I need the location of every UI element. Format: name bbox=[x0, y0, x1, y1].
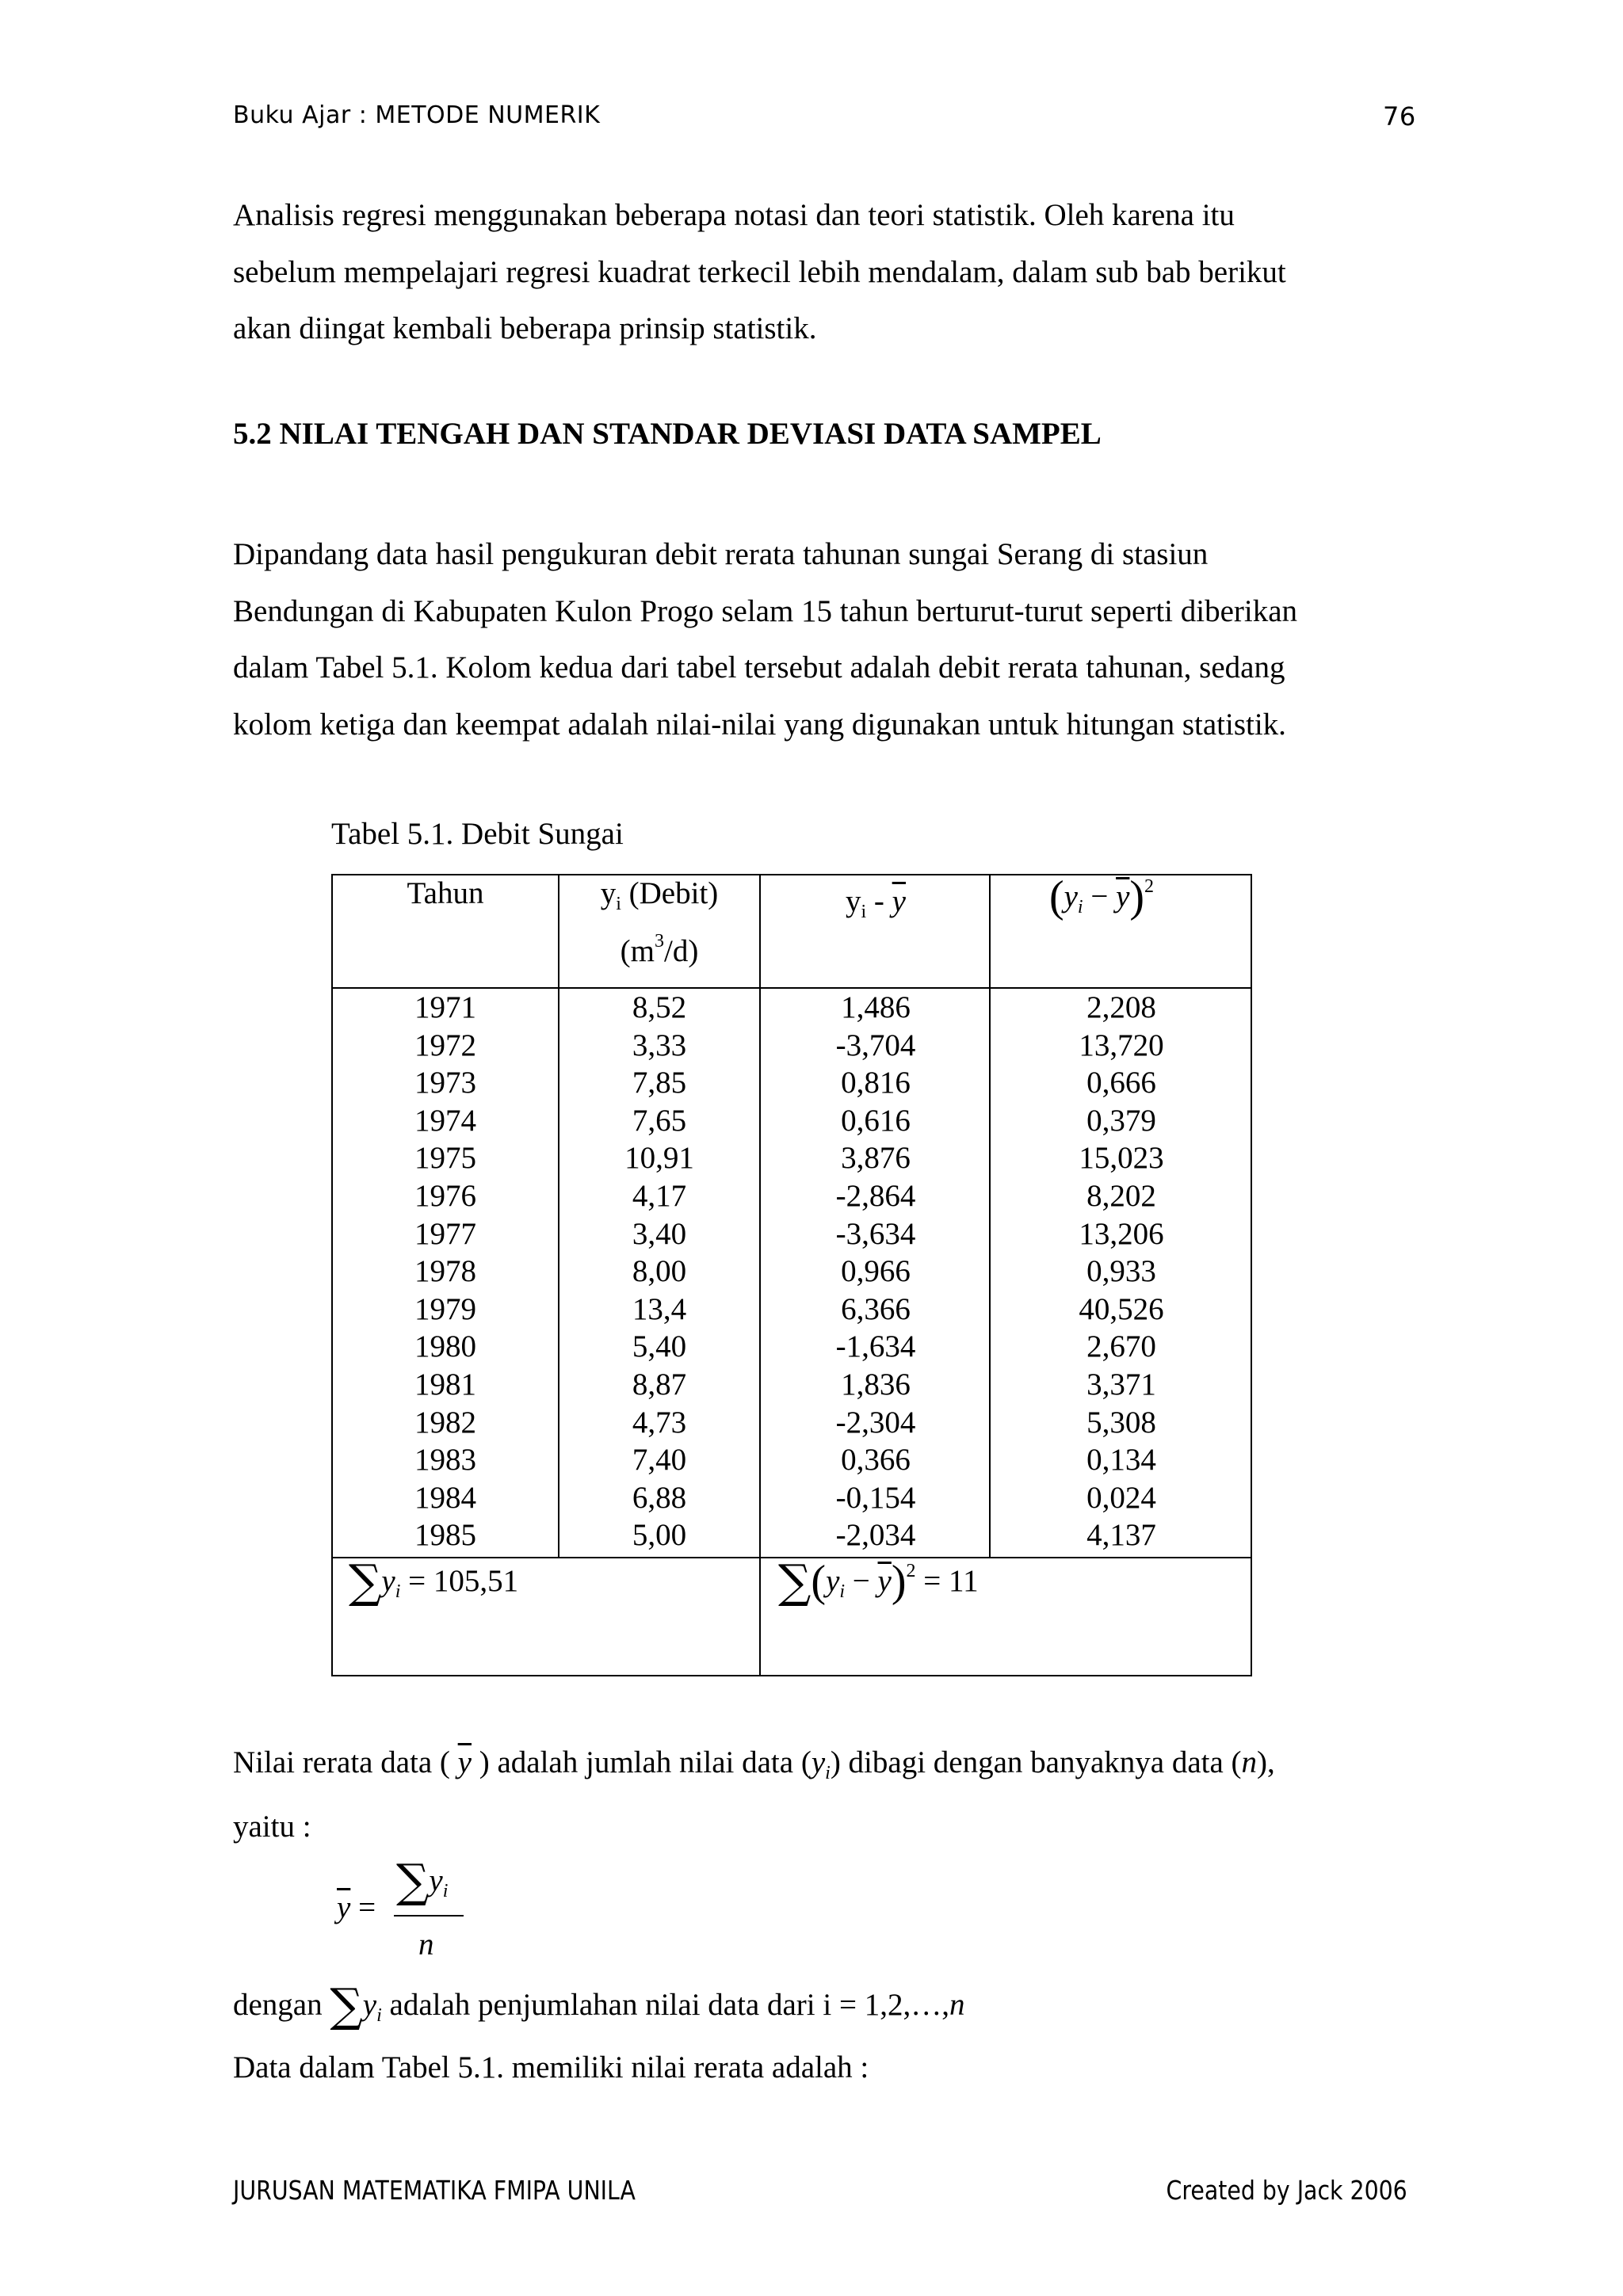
cell-debit: 4,17 bbox=[632, 1178, 687, 1213]
cell-deviation: -0,154 bbox=[835, 1480, 916, 1515]
mean-mid1: ) adalah jumlah nilai data ( bbox=[471, 1745, 812, 1779]
cell-squared: 40,526 bbox=[1079, 1291, 1164, 1326]
cell-debit: 4,73 bbox=[632, 1405, 687, 1440]
mean-post: ), bbox=[1257, 1745, 1275, 1779]
header-debit-unit bbox=[559, 931, 759, 969]
paren-close: ) bbox=[1129, 872, 1145, 921]
sum-sq-var: y bbox=[826, 1564, 840, 1598]
header-sub-i: i bbox=[616, 894, 621, 914]
cell-squared: 15,023 bbox=[1079, 1141, 1164, 1176]
table-border-bottom bbox=[331, 1675, 1252, 1676]
dengan-last: n bbox=[949, 1988, 965, 2022]
yaitu-text: yaitu : bbox=[233, 1810, 311, 1844]
text-line: Bendungan di Kabupaten Kulon Progo selam 15 tahun berturut-turut seperti diberikan bbox=[233, 593, 1298, 628]
dengan-mid: adalah penjumlahan nilai data dari i = 1,2,…, bbox=[381, 1988, 949, 2022]
cell-deviation: -2,034 bbox=[835, 1518, 916, 1553]
mean-sentence bbox=[233, 1745, 1275, 1784]
cell-deviation: 6,366 bbox=[841, 1291, 911, 1326]
cell-tahun: 1971 bbox=[414, 990, 476, 1024]
cell-debit: 5,40 bbox=[632, 1329, 687, 1364]
header-debit bbox=[559, 875, 759, 915]
cell-debit: 10,91 bbox=[624, 1141, 694, 1176]
cell-deviation: 0,366 bbox=[841, 1443, 911, 1478]
cell-tahun: 1975 bbox=[414, 1141, 476, 1176]
sum-sub: i bbox=[395, 1581, 401, 1602]
cell-debit: 7,40 bbox=[632, 1443, 687, 1478]
formula-numerator bbox=[396, 1854, 448, 1908]
text-line: akan diingat kembali beberapa prinsip statistik. bbox=[233, 311, 817, 345]
sum-sq-sub: i bbox=[839, 1581, 846, 1602]
cell-tahun: 1978 bbox=[414, 1254, 476, 1289]
cell-debit: 8,87 bbox=[632, 1367, 687, 1402]
sum-squared bbox=[778, 1554, 979, 1608]
cell-debit: 7,65 bbox=[632, 1103, 687, 1138]
mean-ybar: $\overline{y}$ bbox=[457, 1745, 472, 1779]
cell-deviation: 0,966 bbox=[841, 1254, 911, 1289]
sigma-symbol: ∑ bbox=[396, 1854, 430, 1908]
sigma-symbol: ∑ bbox=[349, 1554, 382, 1608]
cell-squared: 0,379 bbox=[1086, 1103, 1156, 1138]
cell-deviation: -2,864 bbox=[835, 1178, 916, 1213]
cell-tahun: 1972 bbox=[414, 1028, 476, 1062]
cell-deviation: 1,486 bbox=[841, 990, 911, 1024]
text-line: dalam Tabel 5.1. Kolom kedua dari tabel tersebut adalah debit rerata tahunan, sedang bbox=[233, 650, 1285, 685]
sq-var: y bbox=[1064, 879, 1078, 913]
cell-debit: 3,40 bbox=[632, 1216, 687, 1251]
cell-tahun: 1982 bbox=[414, 1405, 476, 1440]
cell-squared: 13,720 bbox=[1079, 1028, 1164, 1062]
cell-deviation: 0,816 bbox=[841, 1066, 911, 1100]
dev-bar: $\overline{y}$ bbox=[892, 884, 906, 918]
sum-sq-bar: $\overline{y}$ bbox=[877, 1564, 892, 1598]
text-line: Dipandang data hasil pengukuran debit rerata tahunan sungai Serang di stasiun bbox=[233, 537, 1209, 571]
formula-ybar: $\overline{y}$ bbox=[337, 1890, 351, 1924]
paren-open: ( bbox=[1048, 872, 1064, 921]
section-heading: 5.2 NILAI TENGAH DAN STANDAR DEVIASI DATA SAMPEL bbox=[233, 417, 1102, 451]
cell-tahun: 1973 bbox=[414, 1066, 476, 1100]
body-paragraph bbox=[233, 526, 1422, 753]
page-number: 76 bbox=[1383, 101, 1416, 132]
text-line: sebelum mempelajari regresi kuadrat terkecil lebih mendalam, dalam sub bab berikut bbox=[233, 254, 1286, 289]
cell-squared: 4,137 bbox=[1086, 1518, 1156, 1553]
cell-deviation: -1,634 bbox=[835, 1329, 916, 1364]
sq-bar: $\overline{y}$ bbox=[1116, 879, 1130, 913]
num-var: y bbox=[429, 1863, 443, 1897]
cell-debit: 7,85 bbox=[632, 1066, 687, 1100]
header-var-y: y bbox=[600, 876, 617, 910]
running-header: Buku Ajar : METODE NUMERIK bbox=[233, 101, 601, 129]
dengan-sentence bbox=[233, 1978, 964, 2032]
table-caption: Tabel 5.1. Debit Sungai bbox=[331, 817, 624, 851]
paren-close: ) bbox=[891, 1557, 907, 1606]
column-squared bbox=[991, 989, 1252, 1554]
header-squared bbox=[991, 871, 1212, 922]
mean-sub2: i bbox=[825, 1763, 831, 1783]
cell-deviation: -2,304 bbox=[835, 1405, 916, 1440]
cell-tahun: 1979 bbox=[414, 1291, 476, 1326]
cell-deviation: -3,634 bbox=[835, 1216, 916, 1251]
sq-mid: − bbox=[1083, 879, 1117, 913]
dengan-var: y bbox=[362, 1988, 377, 2022]
cell-squared: 2,670 bbox=[1086, 1329, 1156, 1364]
cell-debit: 8,52 bbox=[632, 990, 687, 1024]
cell-squared: 0,024 bbox=[1086, 1480, 1156, 1515]
fraction-bar bbox=[394, 1915, 464, 1917]
cell-squared: 5,308 bbox=[1086, 1405, 1156, 1440]
unit-pre: (m bbox=[620, 934, 655, 968]
formula-lhs bbox=[337, 1890, 376, 1925]
cell-tahun: 1981 bbox=[414, 1367, 476, 1402]
dengan-pre: dengan bbox=[233, 1988, 330, 2022]
dev-sub: i bbox=[861, 902, 867, 922]
header-debit-label: (Debit) bbox=[628, 876, 719, 910]
header-tahun: Tahun bbox=[407, 876, 484, 910]
sum-sq-mid: − bbox=[845, 1564, 878, 1598]
text-line: kolom ketiga dan keempat adalah nilai-nilai yang digunakan untuk hitungan statistik. bbox=[233, 707, 1286, 742]
sigma-symbol: ∑ bbox=[778, 1554, 812, 1608]
cell-debit: 8,00 bbox=[632, 1254, 687, 1289]
cell-tahun: 1977 bbox=[414, 1216, 476, 1251]
unit-exp: 3 bbox=[655, 931, 664, 952]
cell-debit: 6,88 bbox=[632, 1480, 687, 1515]
sigma-symbol: ∑ bbox=[330, 1978, 363, 2032]
mean-var3: n bbox=[1241, 1745, 1258, 1779]
cell-deviation: -3,704 bbox=[835, 1028, 916, 1062]
cell-debit: 13,4 bbox=[632, 1291, 687, 1326]
cell-deviation: 3,876 bbox=[841, 1141, 911, 1176]
dev-mid: - bbox=[866, 884, 892, 918]
sum-sq-value: = 11 bbox=[915, 1564, 979, 1598]
footer-left: JURUSAN MATEMATIKA FMIPA UNILA bbox=[233, 2175, 636, 2206]
cell-tahun: 1985 bbox=[414, 1518, 476, 1553]
sum-var: y bbox=[381, 1564, 395, 1598]
header-deviation bbox=[761, 883, 991, 923]
unit-post: /d) bbox=[664, 934, 699, 968]
sq-exp: 2 bbox=[1144, 876, 1155, 897]
text-line: Analisis regresi menggunakan beberapa notasi dan teori statistik. Oleh karena itu bbox=[233, 198, 1235, 232]
mean-var2: y bbox=[811, 1745, 826, 1779]
formula-eq: = bbox=[350, 1890, 376, 1924]
mean-pre: Nilai rerata data ( bbox=[233, 1745, 458, 1779]
dengan-sub: i bbox=[376, 2005, 382, 2026]
cell-squared: 8,202 bbox=[1086, 1178, 1156, 1213]
cell-squared: 0,666 bbox=[1086, 1066, 1156, 1100]
cell-tahun: 1980 bbox=[414, 1329, 476, 1364]
column-deviation bbox=[761, 989, 991, 1554]
closing-line: Data dalam Tabel 5.1. memiliki nilai rerata adalah : bbox=[233, 2050, 869, 2084]
cell-squared: 0,134 bbox=[1086, 1443, 1156, 1478]
cell-debit: 3,33 bbox=[632, 1028, 687, 1062]
sum-debit bbox=[349, 1554, 518, 1608]
paren-open: ( bbox=[811, 1557, 827, 1606]
footer-right: Created by Jack 2006 bbox=[1166, 2175, 1407, 2206]
column-tahun bbox=[331, 989, 559, 1554]
sum-value: = 105,51 bbox=[400, 1564, 519, 1598]
cell-deviation: 0,616 bbox=[841, 1103, 911, 1138]
sum-sq-exp: 2 bbox=[906, 1561, 916, 1581]
cell-squared: 3,371 bbox=[1086, 1367, 1156, 1402]
cell-squared: 2,208 bbox=[1086, 990, 1156, 1024]
cell-tahun: 1984 bbox=[414, 1480, 476, 1515]
intro-paragraph bbox=[233, 187, 1422, 357]
cell-tahun: 1983 bbox=[414, 1443, 476, 1478]
cell-deviation: 1,836 bbox=[841, 1367, 911, 1402]
cell-tahun: 1974 bbox=[414, 1103, 476, 1138]
cell-tahun: 1976 bbox=[414, 1178, 476, 1213]
mean-mid2: ) dibagi dengan banyaknya data ( bbox=[830, 1745, 1242, 1779]
sq-sub: i bbox=[1077, 897, 1083, 917]
cell-squared: 13,206 bbox=[1079, 1216, 1164, 1251]
cell-squared: 0,933 bbox=[1086, 1254, 1156, 1289]
column-debit bbox=[559, 989, 759, 1554]
formula-denominator: n bbox=[418, 1928, 434, 1962]
cell-debit: 5,00 bbox=[632, 1518, 687, 1553]
dev-var: y bbox=[846, 884, 861, 918]
num-sub: i bbox=[442, 1881, 449, 1901]
